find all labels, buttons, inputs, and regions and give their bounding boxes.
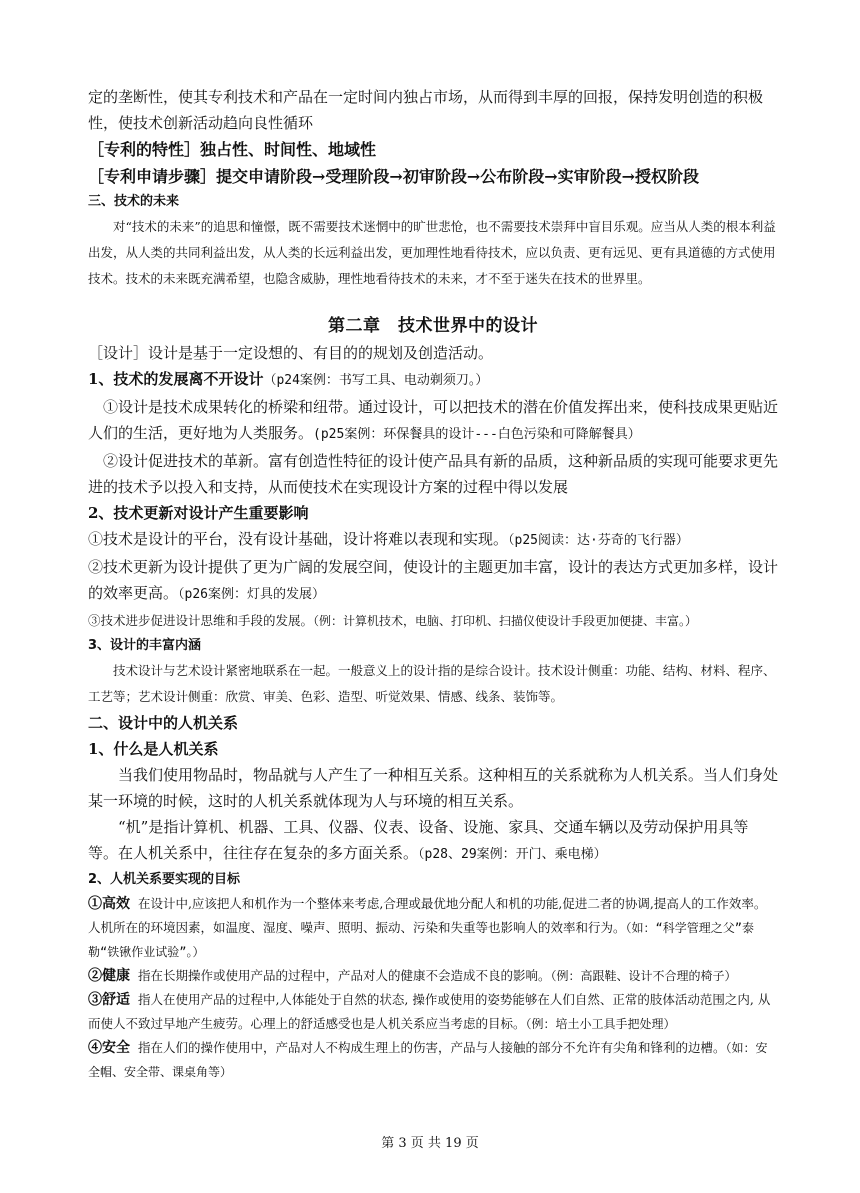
section2-point2: [88, 554, 778, 608]
future-paragraph: 对“技术的未来”的追思和憧憬，既不需要技术迷惘中的旷世悲怆，也不需要技术崇拜中盲目乐观。应当从人类的根本利益出发，从人类的共同利益出发，从人类的长远利益出发，更加理性地看待技术，应以负责、更有远见、更有具道德的方式使用技术。技术的未来既充满希望，也隐含威胁，理性地看待技术的未来，才不至于迷失在技术的世界里。: [88, 219, 776, 286]
goal-title: ④安全: [88, 1040, 130, 1056]
goal-case: （如：“科学管理之父”泰勒“铁锹作业试验”。）: [88, 921, 754, 959]
goal-case: （例：高跟鞋、设计不合理的椅子）: [550, 969, 737, 983]
goal-text: 指在人们的操作使用中，产品对人不构成生理上的伤害，产品与人接触的部分不允许有尖角和锋利的边槽。: [137, 1040, 726, 1055]
goal-title: ③舒适: [88, 992, 130, 1008]
section1-point2: ②设计促进技术的革新。富有创造性特征的设计使产品具有新的品质，这种新品质的实现可能要求更先进的技术予以投入和支持，从而使技术在实现设计方案的过程中得以发展: [88, 452, 779, 496]
document-page: [88, 84, 778, 1084]
chapter-title: 第二章 技术世界中的设计: [328, 316, 538, 336]
section1-case: （p24案例：书写工具、电动剃须刀。）: [263, 373, 489, 388]
human-machine-sub1-para2: [88, 814, 778, 868]
section1-point1: [88, 394, 778, 448]
section2-point2-text: ②技术更新为设计提供了更为广阔的发展空间，使设计的主题更加丰富，设计的表达方式更加多样，设计的效率更高。: [88, 558, 779, 602]
section2-point3-case: （例：计算机技术，电脑、打印机、扫描仪使设计手段更加便捷、丰富。）: [313, 614, 698, 628]
goal-safety: [88, 1036, 778, 1084]
section3-paragraph: 技术设计与艺术设计紧密地联系在一起。一般意义上的设计指的是综合设计。技术设计侧重：功能、结构、材料、程序、工艺等；艺术设计侧重：欣赏、审美、色彩、造型、听觉效果、情感、线条、装饰等。: [88, 663, 776, 704]
section2-point3: [88, 608, 778, 634]
patent-steps-line: ［专利申请步骤］提交申请阶段→受理阶段→初审阶段→公布阶段→实审阶段→授权阶段: [88, 167, 700, 186]
human-machine-sub1-para2-text: “机”是指计算机、机器、工具、仪器、仪表、设备、设施、家具、交通车辆以及劳动保护用具等等。在人机关系中，往往存在复杂的多方面关系。: [88, 818, 749, 862]
section2-point1-text: ①技术是设计的平台，没有设计基础，设计将难以表现和实现。: [88, 530, 509, 548]
section2-heading: 2、技术更新对设计产生重要影响: [88, 504, 309, 522]
section2-point2-case: （p26案例：灯具的发展）: [178, 587, 325, 602]
goal-text: 在设计中,应该把人和机作为一个整体来考虑,合理或最优地分配人和机的功能,促进二者的协调,提高人的工作效率。人机所在的环境因素，如温度、湿度、噪声、照明、振动、污染和失重等也影响人的效率和行为。: [88, 896, 767, 935]
section1-point1-text: ①设计是技术成果转化的桥梁和纽带。通过设计，可以把技术的潜在价值发挥出来，使科技成果更贴近人们的生活，更好地为人类服务。: [88, 398, 779, 442]
design-definition: ［设计］设计是基于一定设想的、有目的的规划及创造活动。: [88, 344, 494, 362]
goal-efficient: [88, 892, 778, 964]
goal-case: （如：安全帽、安全带、课桌角等）: [88, 1041, 768, 1079]
patent-intro-paragraph: 定的垄断性，使其专利技术和产品在一定时间内独占市场，从而得到丰厚的回报，保持发明创造的积极性，使技术创新活动趋向良性循环: [88, 88, 764, 132]
human-machine-heading: 二、设计中的人机关系: [88, 714, 239, 732]
section2-point1-case: （p25阅读：达·芬奇的飞行器）: [508, 533, 689, 548]
section2-point1: [88, 526, 778, 554]
page-footer: 第 3 页 共 19 页: [381, 1136, 479, 1151]
goal-health: [88, 964, 778, 988]
goal-title: ②健康: [88, 968, 130, 984]
goal-text: 指在长期操作或使用产品的过程中，产品对人的健康不会造成不良的影响。: [137, 968, 551, 983]
goal-comfort: [88, 988, 778, 1036]
goal-title: ①高效: [88, 896, 130, 912]
human-machine-sub2-heading: 2、人机关系要实现的目标: [88, 872, 241, 887]
patent-features-line: ［专利的特性］独占性、时间性、地域性: [88, 140, 377, 159]
human-machine-sub1-para1: 当我们使用物品时，物品就与人产生了一种相互关系。这种相互的关系就称为人机关系。当人们身处某一环境的时候，这时的人机关系就体现为人与环境的相互关系。: [88, 766, 779, 810]
goal-case: （例：培土小工具手把处理）: [525, 1017, 676, 1031]
section3-heading: 3、设计的丰富内涵: [88, 638, 202, 653]
human-machine-sub1-para2-case: （p28、29案例：开门、乘电梯）: [418, 847, 607, 862]
section2-point3-text: ③技术进步促进设计思维和手段的发展。: [88, 613, 314, 628]
future-heading: 三、技术的未来: [88, 194, 180, 209]
section1-heading: 1、技术的发展离不开设计: [88, 370, 264, 388]
section1-heading-line: [88, 366, 778, 394]
goal-text: 指人在使用产品的过程中,人体能处于自然的状态, 操作或使用的姿势能够在人们自然、正常的肢体活动范围之内, 从而使人不致过早地产生疲劳。心理上的舒适感受也是人机关系应当考虑的目标。: [88, 992, 771, 1031]
section1-point1-case: (p25案例：环保餐具的设计---白色污染和可降解餐具）: [313, 427, 641, 442]
human-machine-sub1-heading: 1、什么是人机关系: [88, 740, 219, 758]
